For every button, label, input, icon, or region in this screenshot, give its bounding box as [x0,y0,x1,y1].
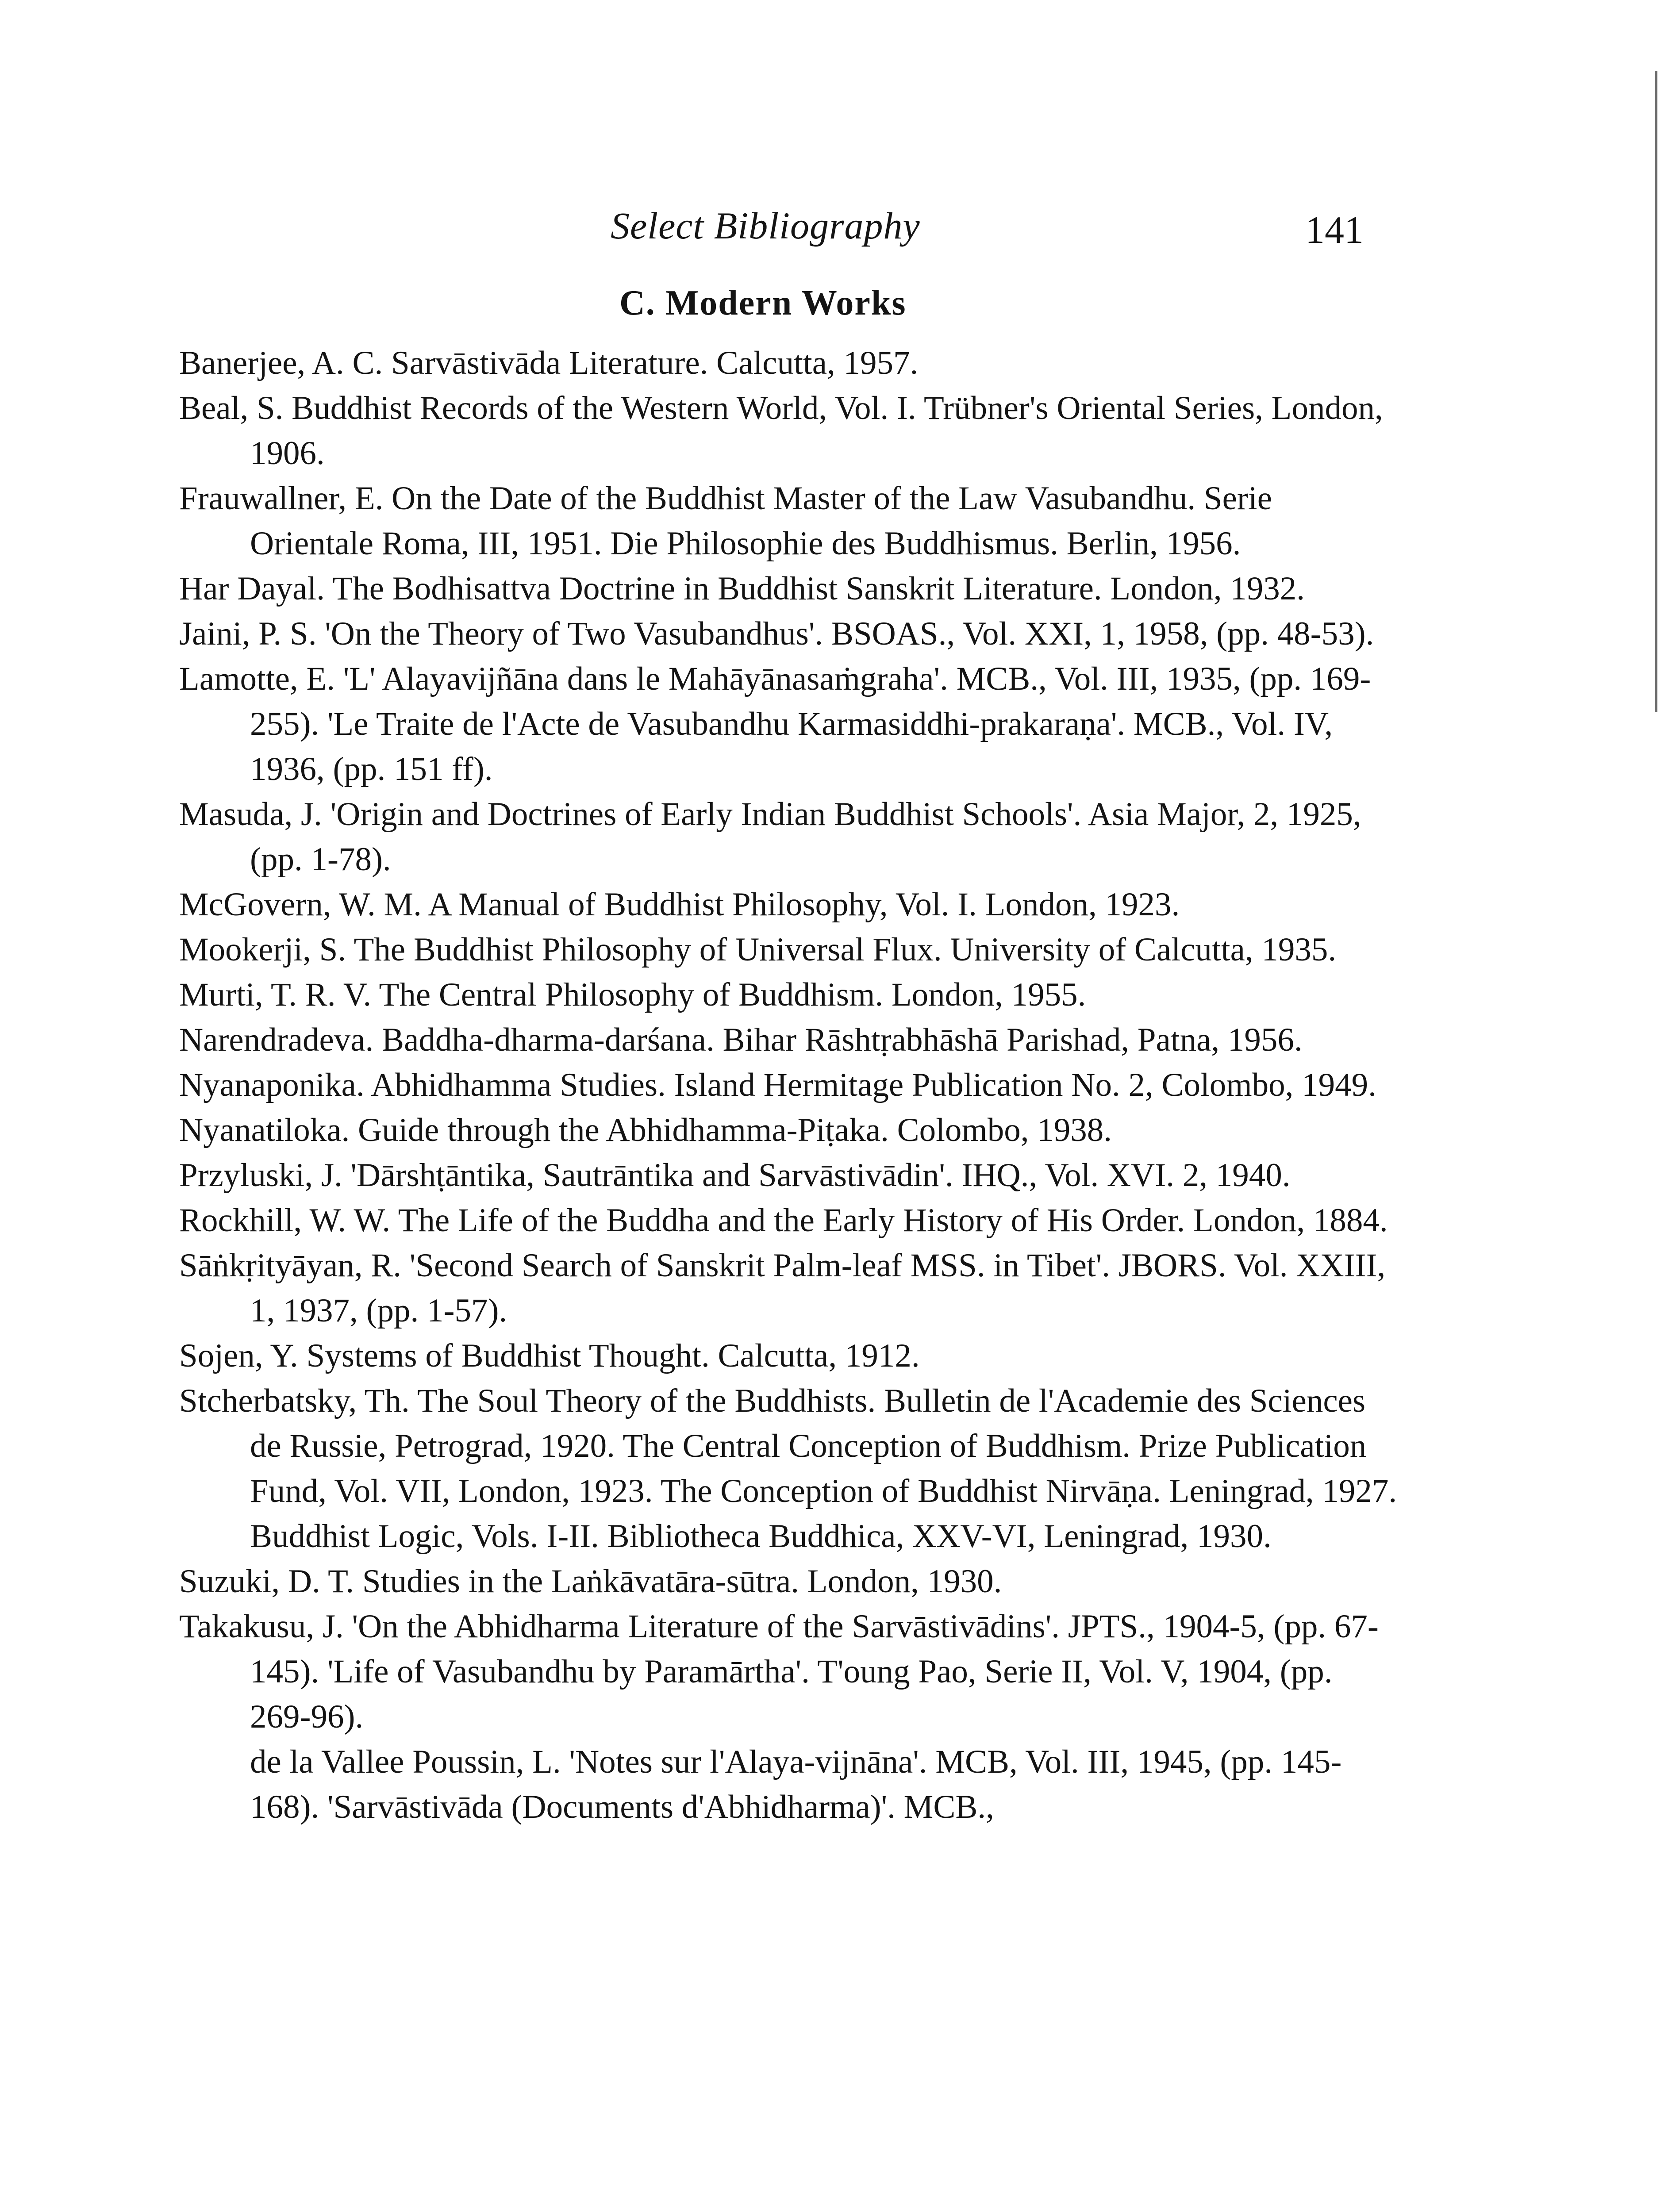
bibliography-entry: Beal, S. Buddhist Records of the Western World, Vol. I. Trübner's Oriental Series, London, 1906. [179,390,1383,472]
bibliography-entry: Sāṅkṛityāyan, R. 'Second Search of Sanskrit Palm-leaf MSS. in Tibet'. JBORS. Vol. XXIII, 1, 1937, (pp. 1-57). [179,1247,1386,1329]
bibliography-list [179,341,1400,1830]
bibliography-entry: Har Dayal. The Bodhisattva Doctrine in Buddhist Sanskrit Literature. London, 1932. [179,570,1305,607]
bibliography-entry: Frauwallner, E. On the Date of the Buddhist Master of the Law Vasubandhu. Serie Orientale Roma, III, 1951. Die Philosophie des Buddhismus. Berlin, 1956. [179,480,1272,562]
bibliography-entry: de la Vallee Poussin, L. 'Notes sur l'Alaya-vijnāna'. MCB, Vol. III, 1945, (pp. 145-168). 'Sarvāstivāda (Documents d'Abhidharma)'. MCB., [250,1743,1342,1825]
bibliography-entry: Mookerji, S. The Buddhist Philosophy of Universal Flux. University of Calcutta, 1935. [179,931,1337,968]
bibliography-entry: Rockhill, W. W. The Life of the Buddha and the Early History of His Order. London, 1884. [179,1202,1388,1239]
bibliography-entry: Sojen, Y. Systems of Buddhist Thought. Calcutta, 1912. [179,1337,920,1374]
bibliography-entry: Murti, T. R. V. The Central Philosophy of Buddhism. London, 1955. [179,976,1086,1013]
scan-edge-mark [1655,71,1657,712]
section-heading: C. Modern Works [619,284,907,323]
bibliography-entry: Banerjee, A. C. Sarvāstivāda Literature. Calcutta, 1957. [179,345,919,381]
bibliography-entry: Stcherbatsky, Th. The Soul Theory of the Buddhists. Bulletin de l'Academie des Sciences de Russie, Petrograd, 1920. The Central Conception of Buddhism. Prize Publication Fund, Vol. VII, London, 1923. The Conception of Buddhist Nirvāṇa. Leningrad, 1927. Buddhist Logic, Vols. I-II. Bibliotheca Buddhica, XXV-VI, Leningrad, 1930. [179,1382,1397,1555]
bibliography-entry: Jaini, P. S. 'On the Theory of Two Vasubandhus'. BSOAS., Vol. XXI, 1, 1958, (pp. 48-53). [179,615,1374,652]
bibliography-entry: Suzuki, D. T. Studies in the Laṅkāvatāra-sūtra. London, 1930. [179,1563,1002,1600]
running-title: Select Bibliography [611,204,920,247]
bibliography-entry: Lamotte, E. 'L' Alayavijñāna dans le Mahāyānasaṁgraha'. MCB., Vol. III, 1935, (pp. 169-255). 'Le Traite de l'Acte de Vasubandhu Karmasiddhi-prakaraṇa'. MCB., Vol. IV, 1936, (pp. 151 ff). [179,661,1371,787]
bibliography-entry: Narendradeva. Baddha-dharma-darśana. Bihar Rāshtṛabhāshā Parishad, Patna, 1956. [179,1022,1303,1058]
bibliography-entry: Masuda, J. 'Origin and Doctrines of Early Indian Buddhist Schools'. Asia Major, 2, 1925, (pp. 1-78). [179,796,1361,878]
page-number: 141 [1305,209,1364,252]
bibliography-entry: Nyanatiloka. Guide through the Abhidhamma-Piṭaka. Colombo, 1938. [179,1112,1112,1148]
bibliography-entry: Przyluski, J. 'Dārshṭāntika, Sautrāntika and Sarvāstivādin'. IHQ., Vol. XVI. 2, 1940. [179,1157,1291,1194]
bibliography-entry: Nyanaponika. Abhidhamma Studies. Island Hermitage Publication No. 2, Colombo, 1949. [179,1067,1376,1103]
bibliography-entry: McGovern, W. M. A Manual of Buddhist Philosophy, Vol. I. London, 1923. [179,886,1180,923]
bibliography-entry: Takakusu, J. 'On the Abhidharma Literature of the Sarvāstivādins'. JPTS., 1904-5, (pp. 67-145). 'Life of Vasubandhu by Paramārtha'. T'oung Pao, Serie II, Vol. V, 1904, (pp. 269-96). [179,1608,1379,1735]
